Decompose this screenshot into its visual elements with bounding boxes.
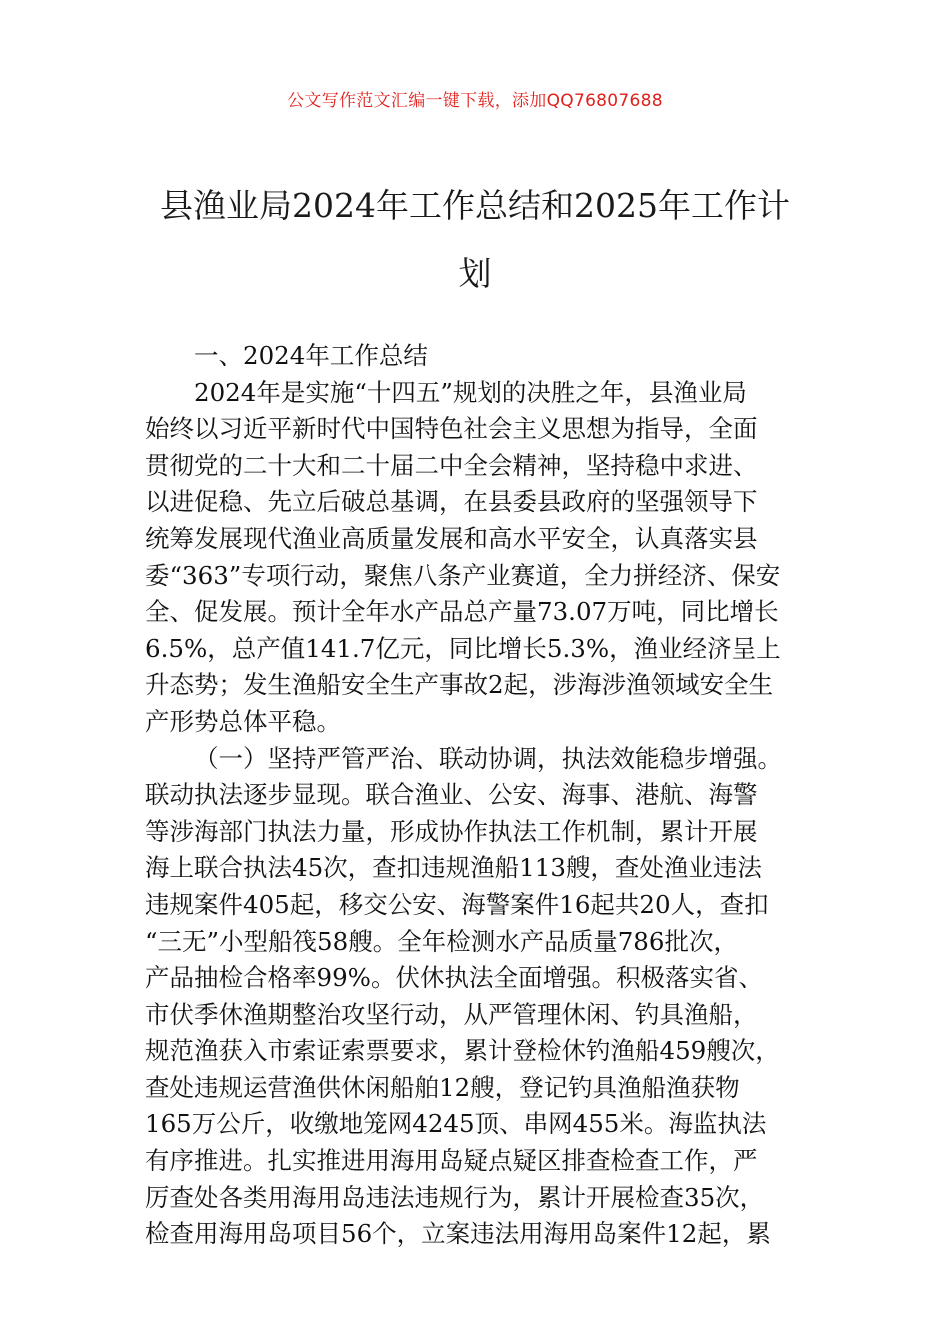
paragraph-line: 查处违规运营渔供休闲船舶12艘，登记钓具渔船渔获物	[145, 1072, 740, 1102]
paragraph-line: 165万公斤，收缴地笼网4245顶、串网455米。海监执法	[145, 1109, 767, 1139]
paragraph-line: 以进促稳、先立后破总基调，在县委县政府的坚强领导下	[145, 487, 758, 517]
download-notice: 公文写作范文汇编一键下载，添加QQ76807688	[287, 91, 663, 111]
paragraph-line: 市伏季休渔期整治攻坚行动，从严管理休闲、钓具渔船，	[145, 999, 758, 1029]
document-title	[130, 172, 820, 308]
paragraph-line: 海上联合执法45次，查扣违规渔船113艘，查处渔业违法	[145, 853, 762, 883]
paragraph-line: 产品抽检合格率99%。伏休执法全面增强。积极落实省、	[145, 963, 763, 993]
paragraph-line: 违规案件405起，移交公安、海警案件16起共20人，查扣	[145, 889, 769, 919]
paragraph-line: 等涉海部门执法力量，形成协作执法工作机制，累计开展	[145, 816, 758, 846]
document-body	[145, 338, 810, 1253]
section-heading: 一、2024年工作总结	[194, 341, 428, 370]
paragraph-line: 厉查处各类用海用岛违法违规行为，累计开展检查35次，	[145, 1182, 765, 1212]
paragraph-line: 统筹发展现代渔业高质量发展和高水平安全，认真落实县	[145, 523, 758, 553]
paragraph-line: 贯彻党的二十大和二十届二中全会精神，坚持稳中求进、	[145, 450, 758, 480]
paragraph-line: “三无”小型船筏58艘。全年检测水产品质量786批次，	[145, 926, 738, 956]
paragraph-line: 6.5%，总产值141.7亿元，同比增长5.3%，渔业经济呈上	[145, 633, 781, 663]
paragraph-line: 始终以习近平新时代中国特色社会主义思想为指导，全面	[145, 414, 758, 444]
paragraph-line: 产形势总体平稳。	[145, 706, 341, 736]
paragraph-line: 联动执法逐步显现。联合渔业、公安、海事、港航、海警	[145, 780, 758, 810]
paragraph-line: 委“363”专项行动，聚焦八条产业赛道，全力拼经济、保安	[145, 560, 781, 590]
paragraph-line: 全、促发展。预计全年水产品总产量73.07万吨，同比增长	[145, 597, 779, 627]
paragraph-line: 2024年是实施“十四五”规划的决胜之年，县渔业局	[194, 377, 747, 407]
paragraph-line: 升态势；发生渔船安全生产事故2起，涉海涉渔领域安全生	[145, 670, 774, 700]
title-line-1: 县渔业局2024年工作总结和2025年工作计	[160, 186, 790, 225]
subsection-heading: （一）坚持严管严治、联动协调，执法效能稳步增强。	[194, 743, 782, 773]
paragraph-line: 有序推进。扎实推进用海用岛疑点疑区排查检查工作，严	[145, 1146, 758, 1176]
paragraph-line: 规范渔获入市索证索票要求，累计登检休钓渔船459艘次，	[145, 1036, 780, 1066]
paragraph-line: 检查用海用岛项目56个，立案违法用海用岛案件12起，累	[145, 1219, 771, 1249]
title-line-2: 划	[458, 254, 492, 293]
